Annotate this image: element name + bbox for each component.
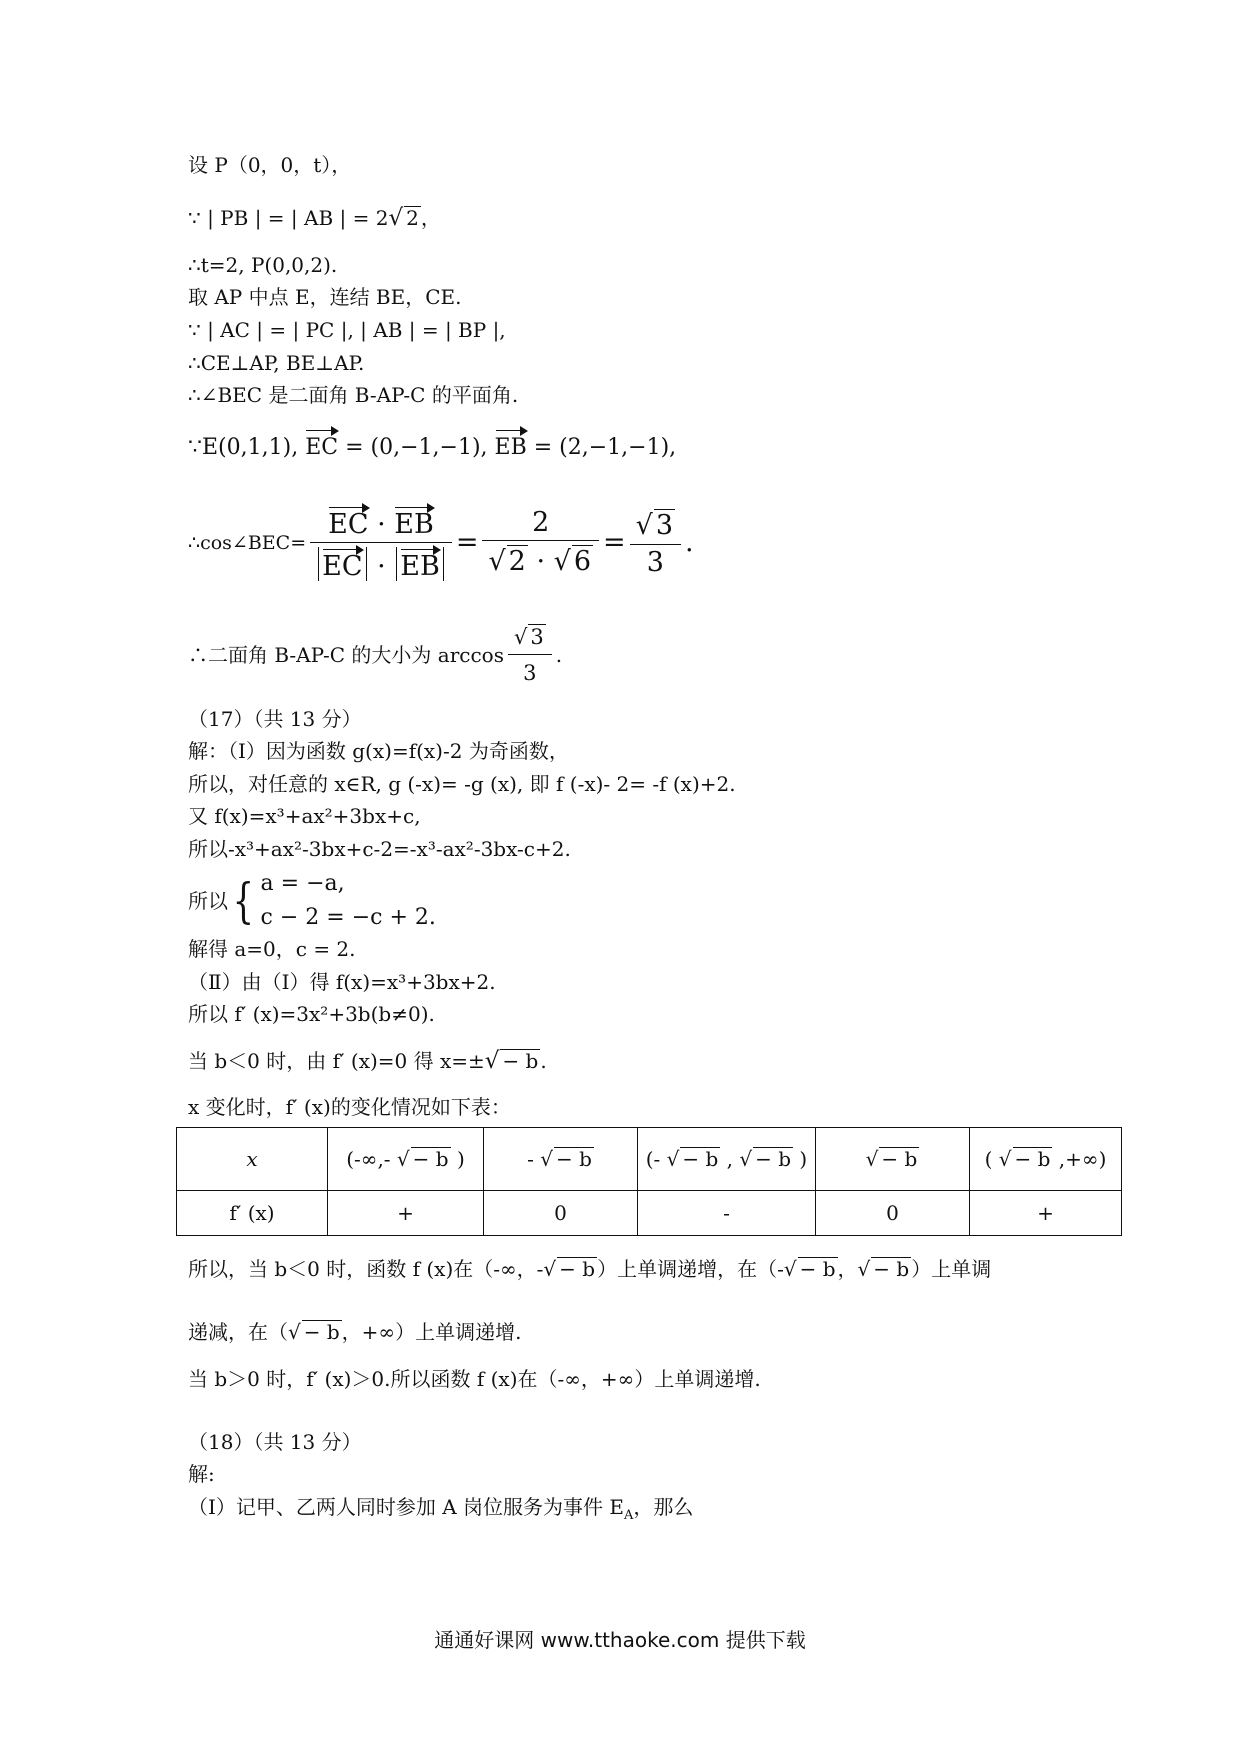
line-arccos: ∴二面角 B-AP-C 的大小为 arccos $\frac{√ 3}{3}$ . xyxy=(188,625,563,685)
question-18-header: （18）（共 13 分） xyxy=(188,1430,362,1454)
table-row: x (-∞,- √ − b ) - √ − b (- √ − b , √ − b ) √ − b ( √ − b ,+∞) xyxy=(177,1128,1122,1191)
line-part-2: （Ⅱ）由（Ⅰ）得 f(x)=x³+3bx+2. xyxy=(188,970,496,994)
line-expansion: 所以-x³+ax²-3bx+c-2=-x³-ax²-3bx-c+2. xyxy=(188,837,571,861)
variation-table xyxy=(176,1127,1122,1236)
brace-symbol: { xyxy=(232,873,254,929)
line-pb-ab: ∵ | PB | = | AB | = 2√ 2 ， xyxy=(188,205,441,231)
line-odd-function: 解：（Ⅰ）因为函数 g(x)=f(x)-2 为奇函数， xyxy=(188,739,569,763)
line-perpendicular: ∴CE⊥AP, BE⊥AP. xyxy=(188,351,365,375)
cos-fraction-1: $\frac{EC \cdot EB}{EC \cdot EB}$ xyxy=(310,505,452,581)
line-solution-label: 解: xyxy=(188,1462,215,1486)
line-solve: 解得 a=0，c = 2. xyxy=(188,937,356,961)
line-vectors: ∵E(0,1,1), EC = (0,−1,−1), EB = (2,−1,−1), xyxy=(188,428,676,462)
line-derivative: 所以 f′ (x)=3x²+3b(b≠0). xyxy=(188,1002,435,1026)
cos-fraction-2: $\frac{2}{√ 2 \cdot √ 6}$ xyxy=(482,509,599,577)
line-for-any-x: 所以，对任意的 x∈R, g (-x)= -g (x), 即 f (-x)- 2= -f (x)+2. xyxy=(188,772,736,796)
line-monotonic-1: 所以，当 b＜0 时，函数 f (x)在（-∞，-√ − b ）上单调递增，在（-√ − b ，√ − b ）上单调 xyxy=(188,1257,992,1281)
vector-eb: EB xyxy=(495,428,527,462)
line-cosine: ∴cos∠BEC= $\frac{EC \cdot EB}{EC \cdot EB}$ = $\frac{2}{√ 2 \cdot √ 6}$ = $\frac{√ 3}{3}$ . xyxy=(188,506,694,582)
line-table-intro: x 变化时，f′ (x)的变化情况如下表： xyxy=(188,1095,511,1119)
vector-ec: EC xyxy=(305,428,338,462)
line-set-p: 设 P（0，0，t）， xyxy=(188,153,352,177)
question-17-header: （17）（共 13 分） xyxy=(188,707,362,731)
line-monotonic-3: 当 b＞0 时，f′ (x)＞0.所以函数 f (x)在（-∞，+∞）上单调递增. xyxy=(188,1367,761,1391)
line-t-value: ∴t=2, P(0,0,2). xyxy=(188,253,338,277)
line-monotonic-2: 递减，在（√ − b ，+∞）上单调递增. xyxy=(188,1320,522,1344)
table-row: f′ (x) + 0 - 0 + xyxy=(177,1191,1122,1236)
sqrt-sign: √ xyxy=(388,205,404,231)
line-midpoint: 取 AP 中点 E，连结 BE，CE. xyxy=(188,285,462,309)
page-footer: 通通好课网 www.tthaoke.com 提供下载 xyxy=(434,1628,806,1652)
line-fx-definition: 又 f(x)=x³+ax²+3bx+c, xyxy=(188,804,421,828)
line-event: （Ⅰ）记甲、乙两人同时参加 A 岗位服务为事件 $E_A$，那么 xyxy=(188,1495,694,1523)
cos-fraction-3: $\frac{√ 3}{3}$ xyxy=(630,509,681,577)
arccos-fraction: $\frac{√ 3}{3}$ xyxy=(508,623,552,687)
line-plane-angle: ∴∠BEC 是二面角 B-AP-C 的平面角. xyxy=(188,383,519,407)
line-critical-points: 当 b＜0 时，由 f′ (x)=0 得 x=±√ − b . xyxy=(188,1048,547,1074)
line-system: 所以 { a = −a, c − 2 = −c + 2. xyxy=(188,871,436,930)
line-equal-lengths: ∵ | AC | = | PC |, | AB | = | BP |, xyxy=(188,318,506,342)
